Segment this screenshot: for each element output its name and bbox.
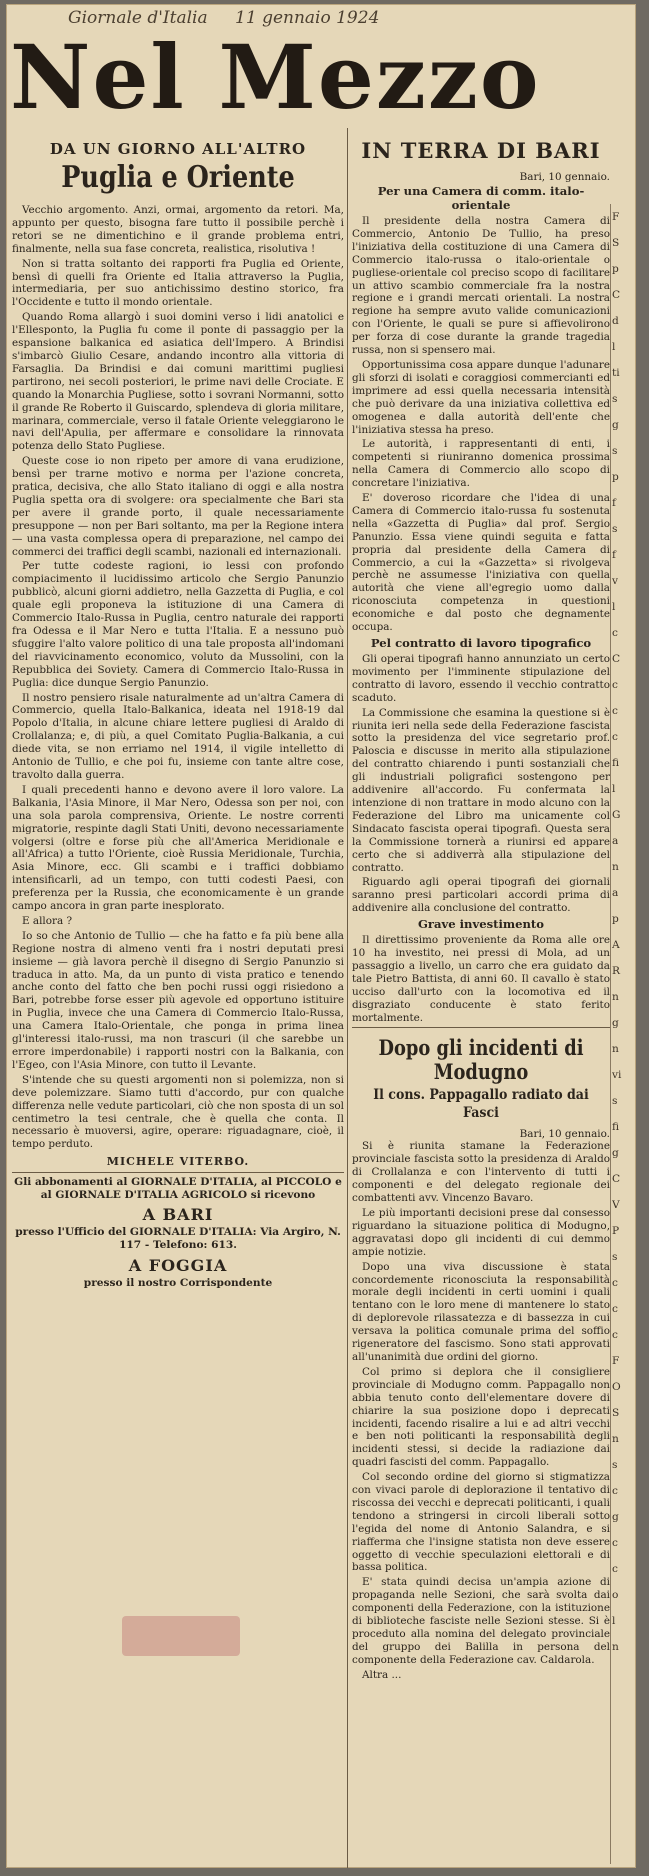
paragraph: E allora ? — [22, 914, 73, 927]
edge-fragment: g — [612, 419, 619, 431]
masthead: Nel Mezzo — [10, 32, 541, 122]
cut-column-fragments — [612, 204, 634, 1864]
column-divider-right — [610, 204, 611, 1864]
contratto-body — [352, 653, 610, 915]
column-divider — [347, 128, 348, 1868]
foggia-address: presso il nostro Corrispondente — [83, 1276, 273, 1289]
paragraph: Il direttissimo proveniente da Roma alle ore 10 ha investito, nei pressi di Mola, ad un passaggio a livello, un carro che era guidato da tale Pietro Battista, di anni 60. Il cavallo è stato ucciso dall'urto con la locomotiva ed il disgraziato conducente è stato ferito mortalmente. — [352, 934, 610, 1024]
paragraph: La Commissione che esamina la questione si è riunita ieri nella sede della Federazione fascista sotto la presidenza del vice segretario prof. Paloscia e discusse in merito alla stipulazione del contratto chiarendo i punti sostanziali che gli industriali poligrafici sostengono per addivenire all'accordo. Fu confermata la intenzione di non trattare in modo alcuno con la Federazione del Libro ma unicamente col Sindacato fascista operai tipografi. Questa sera la Commissione tornerà a riunirsi ed appare certo che si addiverrà alla stipulazione del contratto. — [352, 706, 610, 874]
edge-fragment: p — [612, 263, 619, 275]
modugno-title: Dopo gli incidenti di Modugno — [378, 1035, 584, 1085]
paragraph: Quando Roma allargò i suoi domini verso i lidi anatolici e l'Ellesponto, la Puglia fu come il ponte di passaggio per la espansione balkanica ed asiatica dell'Impero. A Brindisi s'imbarcò Giulio Cesare, andando incontro alla vittoria di Farsaglia. Da Brindisi e dai comuni marittimi pugliesi partirono, nei secoli posteriori, le prime navi delle Crociate. E quando la Monarchia Pugliese, sotto i sovrani Normanni, sotto il grande Re Roberto il Guiscardo, splendeva di gloria militare, marinara, commerciale, verso il fatale Oriente veleggiarono le navi dell'Apulia, per affermare e consolidare la rinnovata potenza dello Stato Pugliese. — [12, 311, 344, 453]
edge-fragment: G — [612, 809, 621, 821]
paragraph: Altra ... — [362, 1668, 402, 1681]
right-title: IN TERRA DI BARI — [361, 138, 601, 163]
left-title: Puglia e Oriente — [61, 160, 295, 195]
edge-fragment: g — [612, 1017, 619, 1029]
edge-fragment: n — [612, 991, 619, 1003]
edge-fragment: fi — [612, 1121, 620, 1133]
edge-fragment: O — [612, 1381, 621, 1393]
dateline-2: Bari, 10 gennaio. — [519, 1128, 610, 1141]
paragraph: S'intende che su questi argomenti non si polemizza, non si deve polemizzare. Siamo tutti d'accordo, pur con qualche differenza nelle vedute particolari, ciò che non sposta di un sol centimetro la tesi centrale, che è quella che conta. Il necessario è muoversi, agire, operare: riguadagnare, cioè, il tempo perduto. — [12, 1073, 344, 1151]
rule — [12, 1172, 344, 1173]
edge-fragment: S — [612, 237, 620, 249]
handwritten-paper: Giornale d'Italia — [68, 8, 208, 28]
left-kicker: DA UN GIORNO ALL'ALTRO — [49, 140, 307, 158]
edge-fragment: s — [612, 445, 618, 457]
subtitle-investimento: Grave investimento — [417, 917, 545, 932]
paragraph: Le più importanti decisioni prese dal consesso riguardano la situazione politica di Modugno, aggravatasi dopo gli incidenti di cui demmo ampie notizie. — [352, 1207, 610, 1258]
paragraph: Riguardo agli operai tipografi dei giornali saranno presi particolari accordi prima di addivenire alla conclusione del contratto. — [352, 876, 610, 915]
edge-fragment: C — [612, 653, 621, 665]
paragraph: Si è riunita stamane la Federazione provinciale fascista sotto la presidenza di Araldo di Crollalanza e con l'intervento di tutti i componenti e del delegato regionale dei combattenti avv. Vincenzo Bavaro. — [352, 1140, 610, 1205]
handwritten-annotation — [68, 8, 588, 34]
camera-body — [352, 215, 610, 634]
subtitle-camera: Per una Camera di comm. italo-orientale — [377, 184, 585, 212]
ink-stain — [122, 1616, 240, 1656]
handwritten-date: 11 gennaio 1924 — [235, 8, 380, 28]
edge-fragment: a — [612, 887, 619, 899]
newspaper-clipping — [6, 4, 636, 1868]
edge-fragment: p — [612, 913, 619, 925]
paragraph: Opportunissima cosa appare dunque l'adunare gli sforzi di isolati e coraggiosi commercianti ed imprimere ad essi quella necessaria intensità che può derivare da una iniziativa collettiva ed omogenea e dalla autorità dell'ente che l'iniziativa stessa ha preso. — [352, 358, 610, 436]
subscription-notice: Gli abbonamenti al GIORNALE D'ITALIA, al PICCOLO e al GIORNALE D'ITALIA AGRICOLO si ricevono — [14, 1176, 342, 1201]
investimento-body — [352, 934, 610, 1024]
paragraph: Dopo una viva discussione è stata concordemente riconosciuta la responsabilità morale degli incidenti in certi uomini i quali tentano con le loro mene di mantenere lo stato di deplorevole rilassatezza e di bassezza in cui versava la politica comunale prima del soffio rigeneratore del fascismo. Sono stati approvati all'unanimità due ordini del giorno. — [352, 1260, 610, 1363]
modugno-subtitle: Il cons. Pappagallo radiato dai Fasci — [373, 1087, 589, 1122]
edge-fragment: C — [612, 289, 621, 301]
edge-fragment: c — [612, 1563, 618, 1575]
right-column — [352, 132, 610, 1868]
edge-fragment: ti — [612, 367, 620, 379]
edge-fragment: c — [612, 1303, 618, 1315]
paragraph: E' doveroso ricordare che l'idea di una Camera di Commercio italo-russa fu sostenuta nella «Gazzetta di Puglia» dal prof. Sergio Panunzio. Essa viene quindi seguita e fatta propria dal presidente della Camera di Commercio, a cui la «Gazzetta» si rivolgeva perchè ne assumesse l'iniziativa con quella autorità che viene all'egregio uomo dalla riconosciuta competenza in questioni economiche e dal posto che degnamente occupa. — [352, 492, 610, 634]
paragraph: E' stata quindi decisa un'ampia azione di propaganda nelle Sezioni, che sarà svolta dai componenti della Federazione, con la istituzione di biblioteche fasciste nelle Sezioni stesse. Si è proceduto alla nomina del delegato provinciale del gruppo dei Balilla in persona del componente della Federazione cav. Caldarola. — [352, 1576, 610, 1666]
paragraph: Col secondo ordine del giorno si stigmatizza con vivaci parole di deplorazione il tentativo di riscossa dei vecchi e deprecati politicanti, i quali tendono a stringersi in circoli liberali sotto l'egida del nome di Antonio Salandra, e si riafferma che l'insigne statista non deve essere oggetto di vecchie speculazioni elettorali e di bassa politica. — [352, 1471, 610, 1574]
rule — [352, 1027, 610, 1028]
paragraph: Per tutte codeste ragioni, io lessi con profondo compiacimento il lucidissimo articolo che Sergio Panunzio pubblicò, alcuni giorni addietro, nella Gazzetta di Puglia, e col quale egli proponeva la istituzione di una Camera di Commercio Italo-Russa in Puglia, centro naturale dei rapporti fra Odessa e il Mar Nero e tutta l'Italia. E a nessuno può sfuggire l'alto valore politico di una tale proposta all'indomani del riavvicinamento economico, voluto da Mussolini, con la Repubblica dei Soviety. Camera di Commercio Italo-Russa in Puglia: dice dunque Sergio Panunzio. — [12, 560, 344, 689]
bari-heading: A BARI — [142, 1205, 214, 1225]
foggia-heading: A FOGGIA — [128, 1255, 228, 1275]
edge-fragment: F — [612, 211, 620, 223]
edge-fragment: c — [612, 679, 618, 691]
modugno-body — [352, 1140, 610, 1681]
edge-fragment: s — [612, 1251, 618, 1263]
paragraph: Gli operai tipografi hanno annunziato un certo movimento per l'imminente stipulazione del contratto di lavoro, essendo il vecchio contratto scaduto. — [352, 653, 610, 704]
paragraph: Queste cose io non ripeto per amore di vana erudizione, bensì per trarne motivo e norma per l'azione concreta, pratica, decisiva, che allo Stato italiano di oggi e alla nostra Puglia spetta ora di svolgere: ora specialmente che Bari sta per avere il grande porto, il quale necessariamente presuppone — non per Bari soltanto, ma per la Regione intera — una vasta complessa opera di preparazione, nel campo dei commerci dei traffici degli scambi, nazionali ed internazionali. — [12, 455, 344, 558]
edge-fragment: c — [612, 1485, 618, 1497]
edge-fragment: l — [612, 341, 616, 353]
edge-fragment: S — [612, 1407, 620, 1419]
edge-fragment: s — [612, 1095, 618, 1107]
bari-address: presso l'Ufficio del GIORNALE D'ITALIA: Via Argiro, N. 117 - Telefono: 613. — [15, 1226, 341, 1252]
edge-fragment: l — [612, 1615, 616, 1627]
paragraph: Io so che Antonio de Tullio — che ha fatto e fa più bene alla Regione nostra di almeno venti fra i nostri deputati presi insieme — già lavora perchè il disegno di Sergio Panunzio si traduca in atto. Ma, da un punto di vista pratico e tenendo anche conto del fatto che ben pochi russi oggi risiedono a Bari, potrebbe forse esser più agevole ed opportuno istituire in Puglia, invece che una Camera di Commercio Italo-Russa, una Camera Italo-Orientale, che ponga in prima linea gl'interessi italo-russi, ma non trascuri (il che sarebbe un errore imperdonabile) i rapporti nostri con la Balkania, con l'Egeo, con l'Asia Minore, con tutto il Levante. — [12, 929, 344, 1071]
edge-fragment: g — [612, 1147, 619, 1159]
edge-fragment: s — [612, 1459, 618, 1471]
paragraph: Col primo si deplora che il consigliere provinciale di Modugno comm. Pappagallo non abbia tenuto conto dell'elementare dovere di chiarire la sua posizione dopo i deprecati incidenti, facendo risalire a lui e ad altri vecchi e ben noti politicanti la responsabilità degli incidenti stessi, si decide la radiazione dai quadri fascisti del comm. Pappagallo. — [352, 1365, 610, 1469]
edge-fragment: f — [612, 549, 616, 561]
subtitle-contratto: Pel contratto di lavoro tipografico — [370, 636, 592, 650]
edge-fragment: l — [612, 601, 616, 613]
edge-fragment: f — [612, 497, 616, 509]
paragraph: I quali precedenti hanno e devono avere il loro valore. La Balkania, l'Asia Minore, il Mar Nero, Odessa son per noi, con una sola parola comprensiva, Oriente. Le nostre correnti migratorie, respinte dagli Stati Uniti, devono necessariamente volgersi (oltre e forse più che all'America Meridionale e all'Africa) a tutto l'Oriente, cioè Russia Meridionale, Turchia, Asia Minore, ecc. Gli scambi e i traffici dobbiamo intensificarli, ad un tempo, con tutti codesti Paesi, con preferenza per la Russia, che economicamente è un grande campo ancora in gran parte inesplorato. — [12, 783, 344, 913]
edge-fragment: l — [612, 783, 616, 795]
edge-fragment: p — [612, 471, 619, 483]
edge-fragment: c — [612, 1537, 618, 1549]
paragraph: Le autorità, i rappresentanti di enti, i competenti si riuniranno domenica prossima nella Camera di Commercio allo scopo di concretare l'iniziativa. — [352, 438, 610, 490]
dateline-1: Bari, 10 gennaio. — [519, 171, 610, 183]
edge-fragment: P — [612, 1225, 620, 1237]
edge-fragment: a — [612, 835, 619, 847]
edge-fragment: c — [612, 731, 618, 743]
edge-fragment: v — [612, 575, 618, 587]
edge-fragment: C — [612, 1173, 621, 1185]
edge-fragment: vi — [612, 1069, 622, 1081]
edge-fragment: o — [612, 1589, 619, 1601]
left-column — [12, 132, 344, 1868]
paragraph: Il presidente della nostra Camera di Commercio, Antonio De Tullio, ha preso l'iniziativa della costituzione di una Camera di Commercio italo-russa o italo-orientale o pugliese-orientale col preciso scopo di facilitare un attivo scambio commerciale fra la nostra regione e i grandi mercati orientali. La nostra regione ha sempre avuto valide comunicazioni con l'Oriente, le quali se pure si affievolirono per forza di cose durante la grande tragedia russa, non si spensero mai. — [352, 215, 610, 357]
paragraph: Non si tratta soltanto dei rapporti fra Puglia ed Oriente, bensì di quelli fra Oriente ed Italia attraverso la Puglia, intermediaria, per suo antichissimo destino storico, fra l'Occidente e tutto il mondo orientale. — [12, 257, 344, 309]
edge-fragment: c — [612, 627, 618, 639]
edge-fragment: c — [612, 1277, 618, 1289]
edge-fragment: V — [612, 1199, 620, 1211]
edge-fragment: n — [612, 1433, 619, 1445]
paragraph: Vecchio argomento. Anzi, ormai, argomento da retori. Ma, appunto per questo, bisogna fare tutto il possibile perchè i retori se ne dimentichino e il grande problema entri, finalmente, nella sua fase concreta, realistica, risolutiva ! — [12, 204, 344, 255]
edge-fragment: n — [612, 1641, 619, 1653]
edge-fragment: d — [612, 315, 619, 327]
signature: MICHELE VITERBO. — [106, 1155, 250, 1169]
edge-fragment: A — [612, 939, 620, 951]
paragraph: Il nostro pensiero risale naturalmente ad un'altra Camera di Commercio, quella Italo-Balkanica, ideata nel 1918-19 dal Popolo d'Italia, in alcune chiare lettere pugliesi di Araldo di Crollalanza; e, di più, a quel Comitato Puglia-Balkania, a cui diede vita, se non erriamo nel 1914, il vigile intelletto di Antonio de Tullio, e che poi fu, insieme con tante altre cose, travolto dalla guerra. — [12, 691, 344, 781]
edge-fragment: c — [612, 1329, 618, 1341]
edge-fragment: s — [612, 393, 618, 405]
edge-fragment: n — [612, 1043, 619, 1055]
edge-fragment: g — [612, 1511, 619, 1523]
edge-fragment: c — [612, 705, 618, 717]
edge-fragment: R — [612, 965, 620, 977]
edge-fragment: n — [612, 861, 619, 873]
edge-fragment: F — [612, 1355, 620, 1367]
edge-fragment: fi — [612, 757, 620, 769]
edge-fragment: s — [612, 523, 618, 535]
left-body — [12, 204, 344, 1151]
